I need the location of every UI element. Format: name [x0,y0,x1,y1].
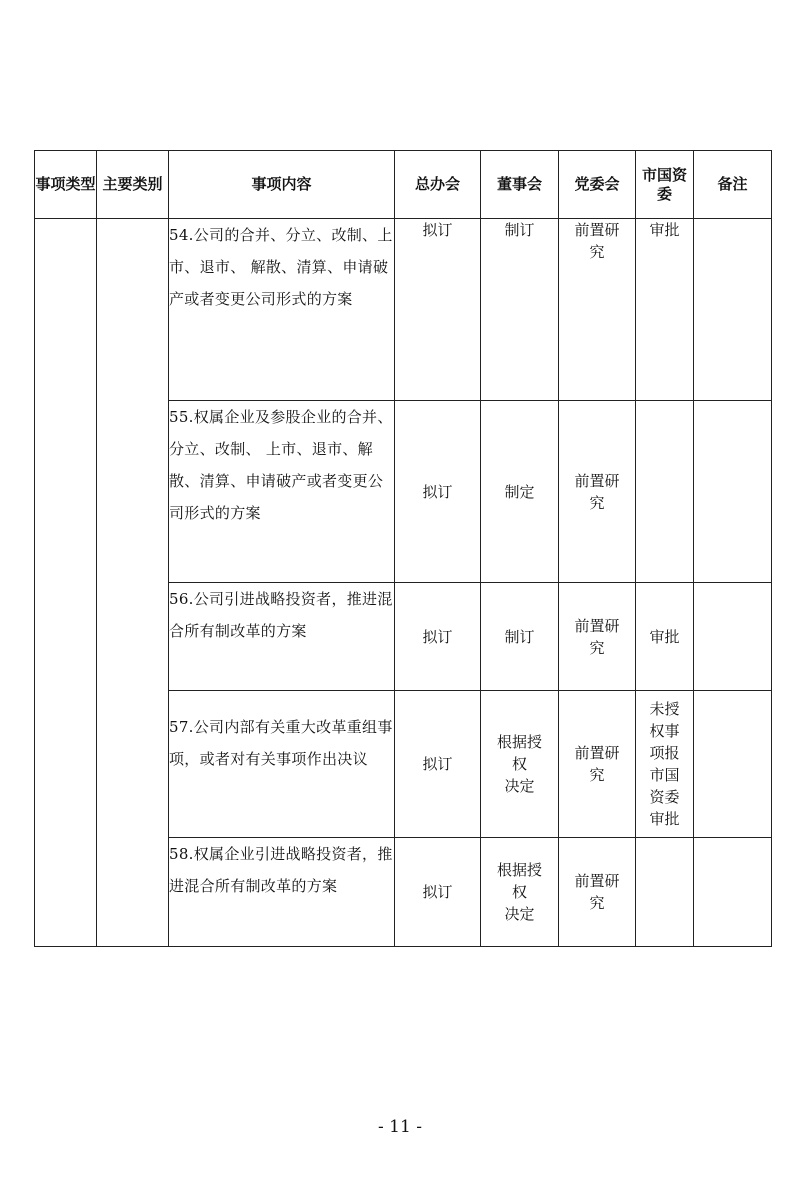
office-cell: 拟订 [395,401,481,583]
content-cell: 55.权属企业及参股企业的合并、分立、改制、 上市、退市、解散、清算、申请破产或者变更公司形式的方案 [169,401,395,583]
content-cell: 56.公司引进战略投资者，推进混合所有制改革的方案 [169,583,395,691]
party-cell: 前置研 究 [559,838,636,947]
board-cell: 制订 [481,219,559,401]
remark-cell [694,401,772,583]
content-cell: 58.权属企业引进战略投资者，推进混合所有制改革的方案 [169,838,395,947]
office-cell: 拟订 [395,838,481,947]
header-category: 主要类别 [97,151,169,219]
party-cell: 前置研 究 [559,219,636,401]
table-row [35,219,772,401]
category-cell [97,219,169,947]
board-cell: 根据授 权 决定 [481,691,559,838]
content-cell: 57.公司内部有关重大改革重组事项，或者对有关事项作出决议 [169,691,395,838]
sasac-cell [636,401,694,583]
content-cell: 54.公司的合并、分立、改制、上市、退市、 解散、清算、申请破产或者变更公司形式的方案 [169,219,395,401]
page-number: - 11 - [378,1117,422,1137]
header-type: 事项类型 [35,151,97,219]
remark-cell [694,838,772,947]
office-cell: 拟订 [395,583,481,691]
sasac-cell: 审批 [636,583,694,691]
remark-cell [694,691,772,838]
office-cell: 拟订 [395,219,481,401]
header-row [35,151,772,219]
office-cell: 拟订 [395,691,481,838]
header-remark: 备注 [694,151,772,219]
header-office: 总办会 [395,151,481,219]
sasac-cell: 审批 [636,219,694,401]
header-content: 事项内容 [169,151,395,219]
remark-cell [694,583,772,691]
party-cell: 前置研 究 [559,401,636,583]
board-cell: 制订 [481,583,559,691]
decision-matrix-table [34,150,772,947]
type-cell [35,219,97,947]
sasac-cell: 未授 权事 项报 市国 资委 审批 [636,691,694,838]
header-sasac: 市国资委 [636,151,694,219]
header-board: 董事会 [481,151,559,219]
header-party: 党委会 [559,151,636,219]
remark-cell [694,219,772,401]
party-cell: 前置研 究 [559,691,636,838]
sasac-cell [636,838,694,947]
board-cell: 制定 [481,401,559,583]
board-cell: 根据授 权 决定 [481,838,559,947]
party-cell: 前置研 究 [559,583,636,691]
